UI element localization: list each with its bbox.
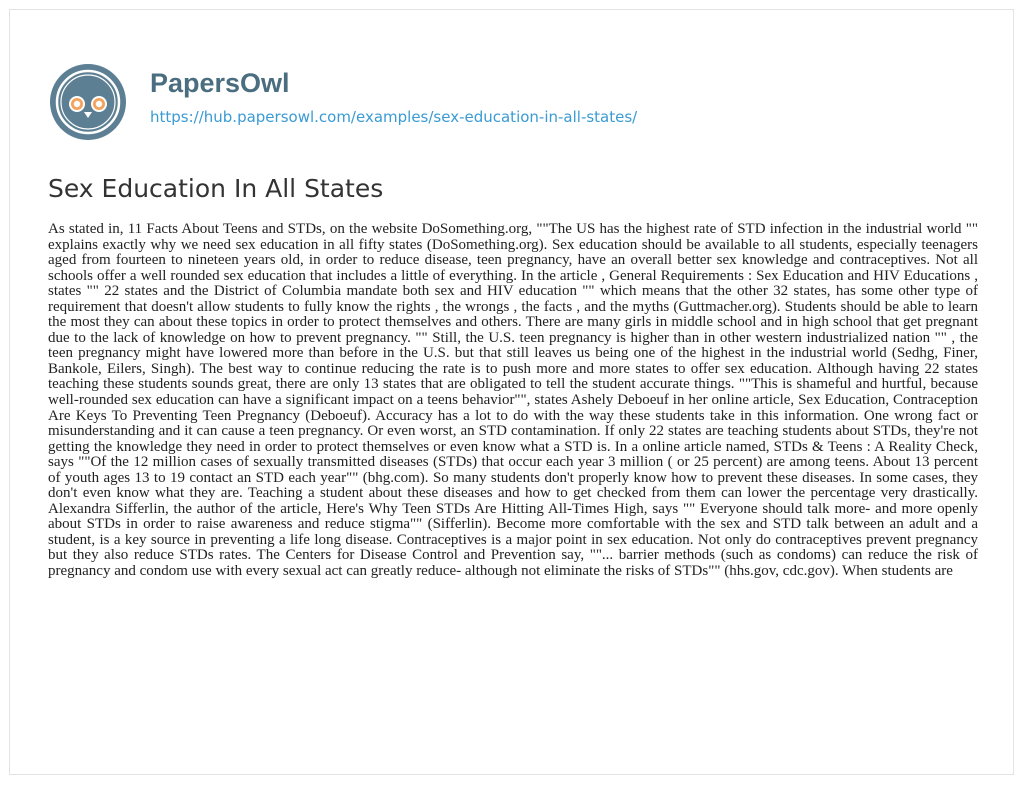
brand-name[interactable]: PapersOwl (150, 68, 290, 98)
owl-eyes-icon (48, 62, 128, 142)
document-title: Sex Education In All States (48, 174, 384, 203)
brand-block (150, 68, 638, 127)
source-url-link[interactable]: https://hub.papersowl.com/examples/sex-education-in-all-states/ (150, 108, 638, 126)
site-header (48, 62, 637, 142)
document-body: As stated in, 11 Facts About Teens and STDs, on the website DoSomething.org, ""The US has the highest rate of STD infection in the industrial world "" explains exactly why we need sex education in all fifty states (DoSomething.org). Sex education should be available to all students, especially teenagers aged from fourteen to nineteen years old, in order to reduce disease, teen pregnancy, have an overall better sex knowledge and contraceptives. Not all schools offer a well rounded sex education that includes a little of everything. In the article , General Requirements : Sex Education and HIV Educations , states "" 22 states and the District of Columbia mandate both sex and HIV education "" which means that the other 32 states, has some other type of requirement that doesn't allow students to fully know the rights , the wrongs , the facts , and the myths (Guttmacher.org). Students should be able to learn the most they can about these topics in order to protect themselves and others. There are many girls in middle school and in high school that get pregnant due to the lack of knowledge on how to prevent pregnancy. "" Still, the U.S. teen pregnancy is higher than in other western industrialized nation "" , the teen pregnancy might have lowered more than before in the U.S. but that still leaves us being one of the highest in the industrial world (Sedhg, Finer, Bankole, Eilers, Singh). The best way to continue reducing the rate is to push more and more states to offer sex education. Although having 22 states teaching these students sounds great, there are only 13 states that are obligated to tell the student accurate things. ""This is shameful and hurtful, because well-rounded sex education can have a significant impact on a teens behavior"", states Ashely Deboeuf in her online article, Sex Education, Contraception Are Keys To Preventing Teen Pregnancy (Deboeuf). Accuracy has a lot to do with the way these students take in this information. One wrong fact or misunderstanding and it can cause a teen pregnancy. Or even worst, an STD contamination. If only 22 states are teaching students about STDs, they're not getting the knowledge they need in order to protect themselves or even know what a STD is. In a online article named, STDs & Teens : A Reality Check, says ""Of the 12 million cases of sexually transmitted diseases (STDs) that occur each year 3 million ( or 25 percent) are among teens. About 13 percent of youth ages 13 to 19 contact an STD each year"" (bhg.com). So many students don't properly know how to prevent these diseases. In some cases, they don't even know what they are. Teaching a student about these diseases and how to get checked from them can lower the percentage very drastically. Alexandra Sifferlin, the author of the article, Here's Why Teen STDs Are Hitting All-Times High, says "" Everyone should talk more- and more openly about STDs in order to raise awareness and reduce stigma"" (Sifferlin). Become more comfortable with the sex and STD talk between an adult and a student, is a key source in preventing a life long disease. Contraceptives is a major point in sex education. Not only do contraceptives prevent pregnancy but they also reduce STDs rates. The Centers for Disease Control and Prevention say, ""... barrier methods (such as condoms) can reduce the risk of pregnancy and condom use with every sexual act can greatly reduce- although not eliminate the risks of STDs"" (hhs.gov, cdc.gov). When students are (48, 221, 978, 580)
